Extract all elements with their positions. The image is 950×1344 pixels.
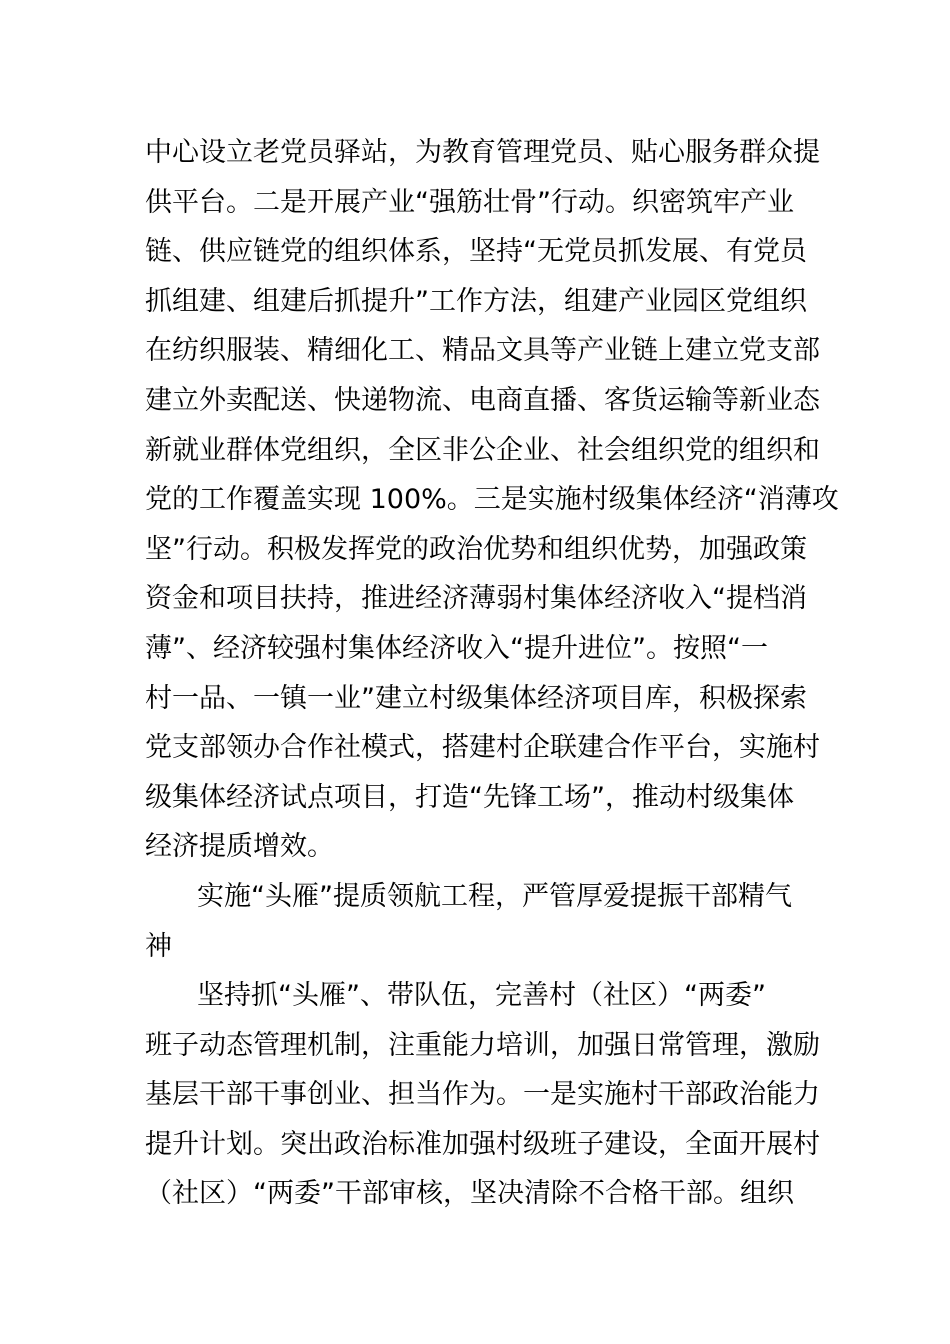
section-heading-line: 实施“头雁”提质领航工程，严管厚爱提振干部精气 bbox=[197, 880, 792, 912]
text-line: 经济提质增效。 bbox=[145, 831, 334, 863]
text-line: 薄”、经济较强村集体经济收入“提升进位”。按照“一 bbox=[145, 632, 768, 664]
text-line: 级集体经济试点项目，打造“先锋工场”，推动村级集体 bbox=[145, 781, 794, 813]
text-line: 提升计划。突出政治标准加强村级班子建设，全面开展村 bbox=[145, 1128, 820, 1160]
text-line: 坚”行动。积极发挥党的政治优势和组织优势，加强政策 bbox=[145, 533, 807, 565]
text-line: 坚持抓“头雁”、带队伍，完善村（社区）“两委” bbox=[197, 980, 766, 1012]
text-line: 基层干部干事创业、担当作为。一是实施村干部政治能力 bbox=[145, 1079, 820, 1111]
section-heading-line: 神 bbox=[145, 930, 172, 962]
text-line: 班子动态管理机制，注重能力培训，加强日常管理，激励 bbox=[145, 1029, 820, 1061]
body-text bbox=[145, 128, 839, 1219]
text-line: 村一品、一镇一业”建立村级集体经济项目库，积极探索 bbox=[145, 682, 807, 714]
text-line: 抓组建、组建后抓提升”工作方法，组建产业园区党组织 bbox=[145, 285, 807, 317]
text-line: 新就业群体党组织，全区非公企业、社会组织党的组织和 bbox=[145, 434, 820, 466]
text-line: 建立外卖配送、快递物流、电商直播、客货运输等新业态 bbox=[145, 384, 820, 416]
text-line: 链、供应链党的组织体系，坚持“无党员抓发展、有党员 bbox=[145, 236, 807, 268]
text-line: 党的工作覆盖实现 100%。三是实施村级集体经济“消薄攻 bbox=[145, 484, 839, 516]
text-line: 党支部领办合作社模式，搭建村企联建合作平台，实施村 bbox=[145, 732, 820, 764]
text-line: 资金和项目扶持，推进经济薄弱村集体经济收入“提档消 bbox=[145, 583, 807, 615]
text-line: （社区）“两委”干部审核，坚决清除不合格干部。组织 bbox=[145, 1178, 794, 1210]
text-line: 供平台。二是开展产业“强筋壮骨”行动。织密筑牢产业 bbox=[145, 186, 794, 218]
text-line: 中心设立老党员驿站，为教育管理党员、贴心服务群众提 bbox=[145, 137, 820, 168]
text-line: 在纺织服装、精细化工、精品文具等产业链上建立党支部 bbox=[145, 335, 820, 367]
